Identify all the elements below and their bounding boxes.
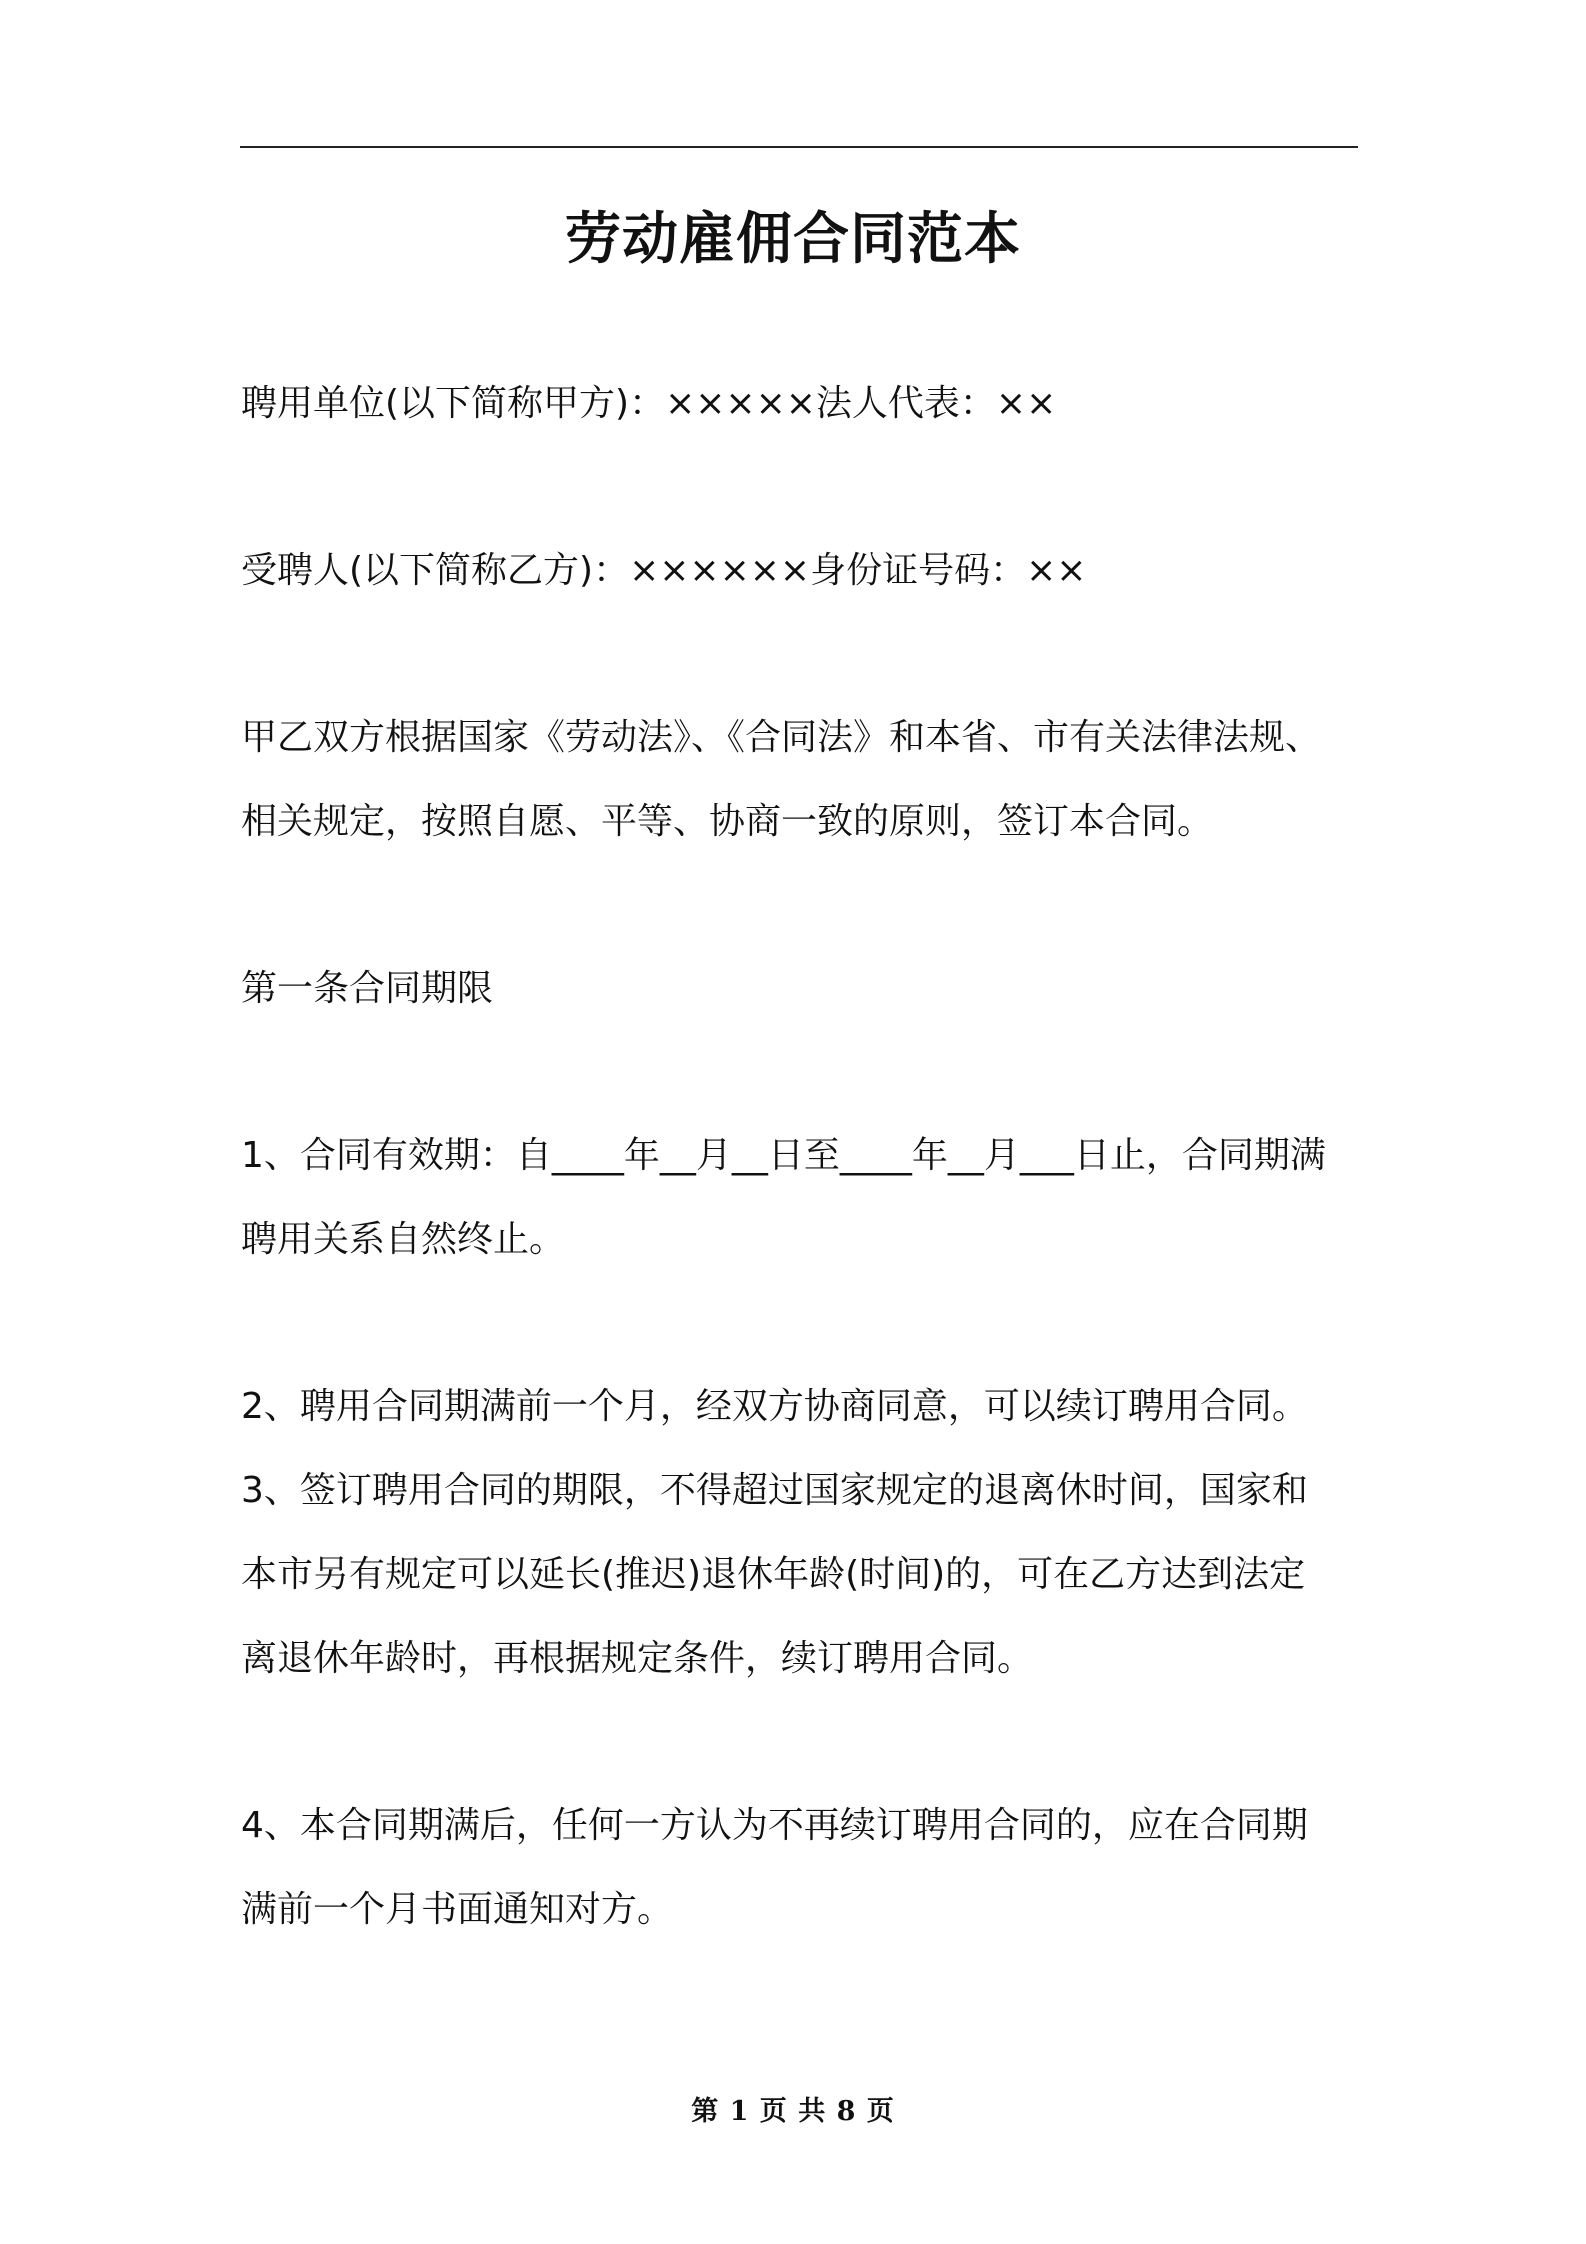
clause4-line-2: 满前一个月书面通知对方。 — [241, 1889, 674, 1930]
page-indicator: 第 1 页 共 8 页 — [691, 2096, 895, 2127]
document-title: 劳动雇佣合同范本 — [565, 207, 1021, 272]
header-rule — [240, 146, 1358, 148]
clause1-line-1: 1、合同有效期：自____年__月__日至____年__月___日止，合同期满 — [241, 1135, 1326, 1176]
clause3-line-1: 3、签订聘用合同的期限，不得超过国家规定的退离休时间，国家和 — [241, 1470, 1308, 1511]
clause3-line-3: 离退休年龄时，再根据规定条件，续订聘用合同。 — [241, 1638, 1034, 1679]
clause2-line-1: 2、聘用合同期满前一个月，经双方协商同意，可以续订聘用合同。 — [241, 1386, 1308, 1427]
clause3-line-2: 本市另有规定可以延长(推迟)退休年龄(时间)的，可在乙方达到法定 — [241, 1554, 1306, 1595]
intro-line-1: 甲乙双方根据国家《劳动法》、《合同法》和本省、市有关法律法规、 — [241, 717, 1322, 758]
clause4-line-1: 4、本合同期满后，任何一方认为不再续订聘用合同的，应在合同期 — [241, 1805, 1308, 1846]
intro-line-2: 相关规定，按照自愿、平等、协商一致的原则，签订本合同。 — [241, 801, 1214, 842]
article1-heading: 第一条合同期限 — [241, 968, 494, 1009]
employee-line: 受聘人(以下简称乙方)：××××××身份证号码：×× — [241, 550, 1087, 591]
clause1-line-2: 聘用关系自然终止。 — [241, 1219, 566, 1260]
employer-line: 聘用单位(以下简称甲方)：×××××法人代表：×× — [241, 383, 1057, 424]
